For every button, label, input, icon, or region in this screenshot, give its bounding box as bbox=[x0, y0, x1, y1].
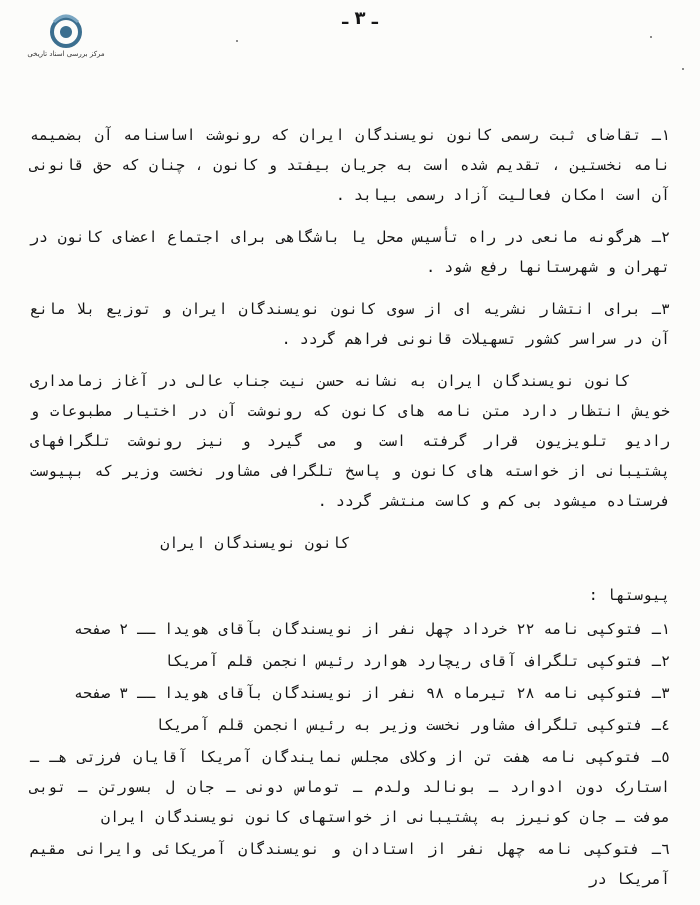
attachment-item: ٤ـ فتوکپی تلگراف مشاور نخست وزیر به رئیس انجمن قلم آمریکا bbox=[155, 716, 670, 734]
attachment-item: ٦ـ فتوکپی نامه چهل نفر از استادان و نویسندگان آمریکائی وایرانی مقیم آمریکا در bbox=[30, 840, 670, 888]
attachments-list bbox=[30, 614, 670, 894]
attachment-item: ٢ـ فتوکپی تلگراف آقای ریچارد هوارد رئیس انجمن قلم آمریکا bbox=[164, 652, 670, 670]
signature: کانون نویسندگان ایران bbox=[160, 534, 350, 552]
logo-caption: مرکز بررسی اسناد تاریخی bbox=[27, 50, 105, 58]
attachment-item: ١ـ فتوکپی نامه ٢٢ خرداد چهل نفر از نویسندگان بآقای هویدا ــ ٢ صفحه bbox=[73, 620, 670, 638]
scan-speck bbox=[682, 68, 684, 70]
request-item-3: ٣ـ برای انتشار نشریه ای از سوی کانون نویسندگان ایران و توزیع بلا مانع آن در سراسر کشور تسهیلات قانونی فراهم گردد . bbox=[30, 300, 670, 348]
attachment-item: ٣ـ فتوکپی نامه ٢٨ تیرماه ٩٨ نفر از نویسندگان بآقای هویدا ــ ٣ صفحه bbox=[73, 684, 670, 702]
document-body bbox=[30, 120, 670, 896]
attachment-item: ٥ـ فتوکپی نامه هفت تن از وکلای مجلس نمایندگان آمریکا آقایان فرزتی هـ ـ استارک دون ادوارد ـ بونالد ولدم ـ توماس دونی ـ جان ل بسورتن ـ توبی موفت ـ جان کونیرز به پشتیبانی از خواستهای کانون نویسندگان ایران bbox=[30, 748, 670, 826]
request-item-1: ١ـ تقاضای ثبت رسمی کانون نویسندگان ایران که رونوشت اساسنامه آن بضمیمه نامه نخستین ، تقدیم شده است به جریان بیفتد و کانون ، چنان که حق قانونی آن است امکان فعالیت آزاد رسمی بیابد . bbox=[30, 126, 670, 204]
intro-paragraph: کانون نویسندگان ایران به نشانه حسن نیت جناب عالی در آغاز زمامداری خویش انتظار دارد متن نامه های کانون که رونوشت آن در اختیار مطبوعات و رادیو تلویزیون قرار گرفته است و می گیرد و نیز رونوشت تلگرافهای پشتیبانی از خواسته های کانون و پاسخ تلگرافی مشاور نخست وزیر که بپیوست فرستاده میشود بی کم و کاست منتشر گردد . bbox=[30, 372, 670, 510]
scan-speck bbox=[236, 40, 238, 42]
request-item-2: ٢ـ هرگونه مانعی در راه تأسیس محل یا باشگاهی برای اجتماع اعضای کانون در تهران و شهرستانها رفع شود . bbox=[30, 228, 670, 276]
attachments-title: پیوستها : bbox=[588, 586, 670, 604]
page-number: ـ ٣ ـ bbox=[342, 8, 378, 29]
scan-speck bbox=[650, 36, 652, 38]
